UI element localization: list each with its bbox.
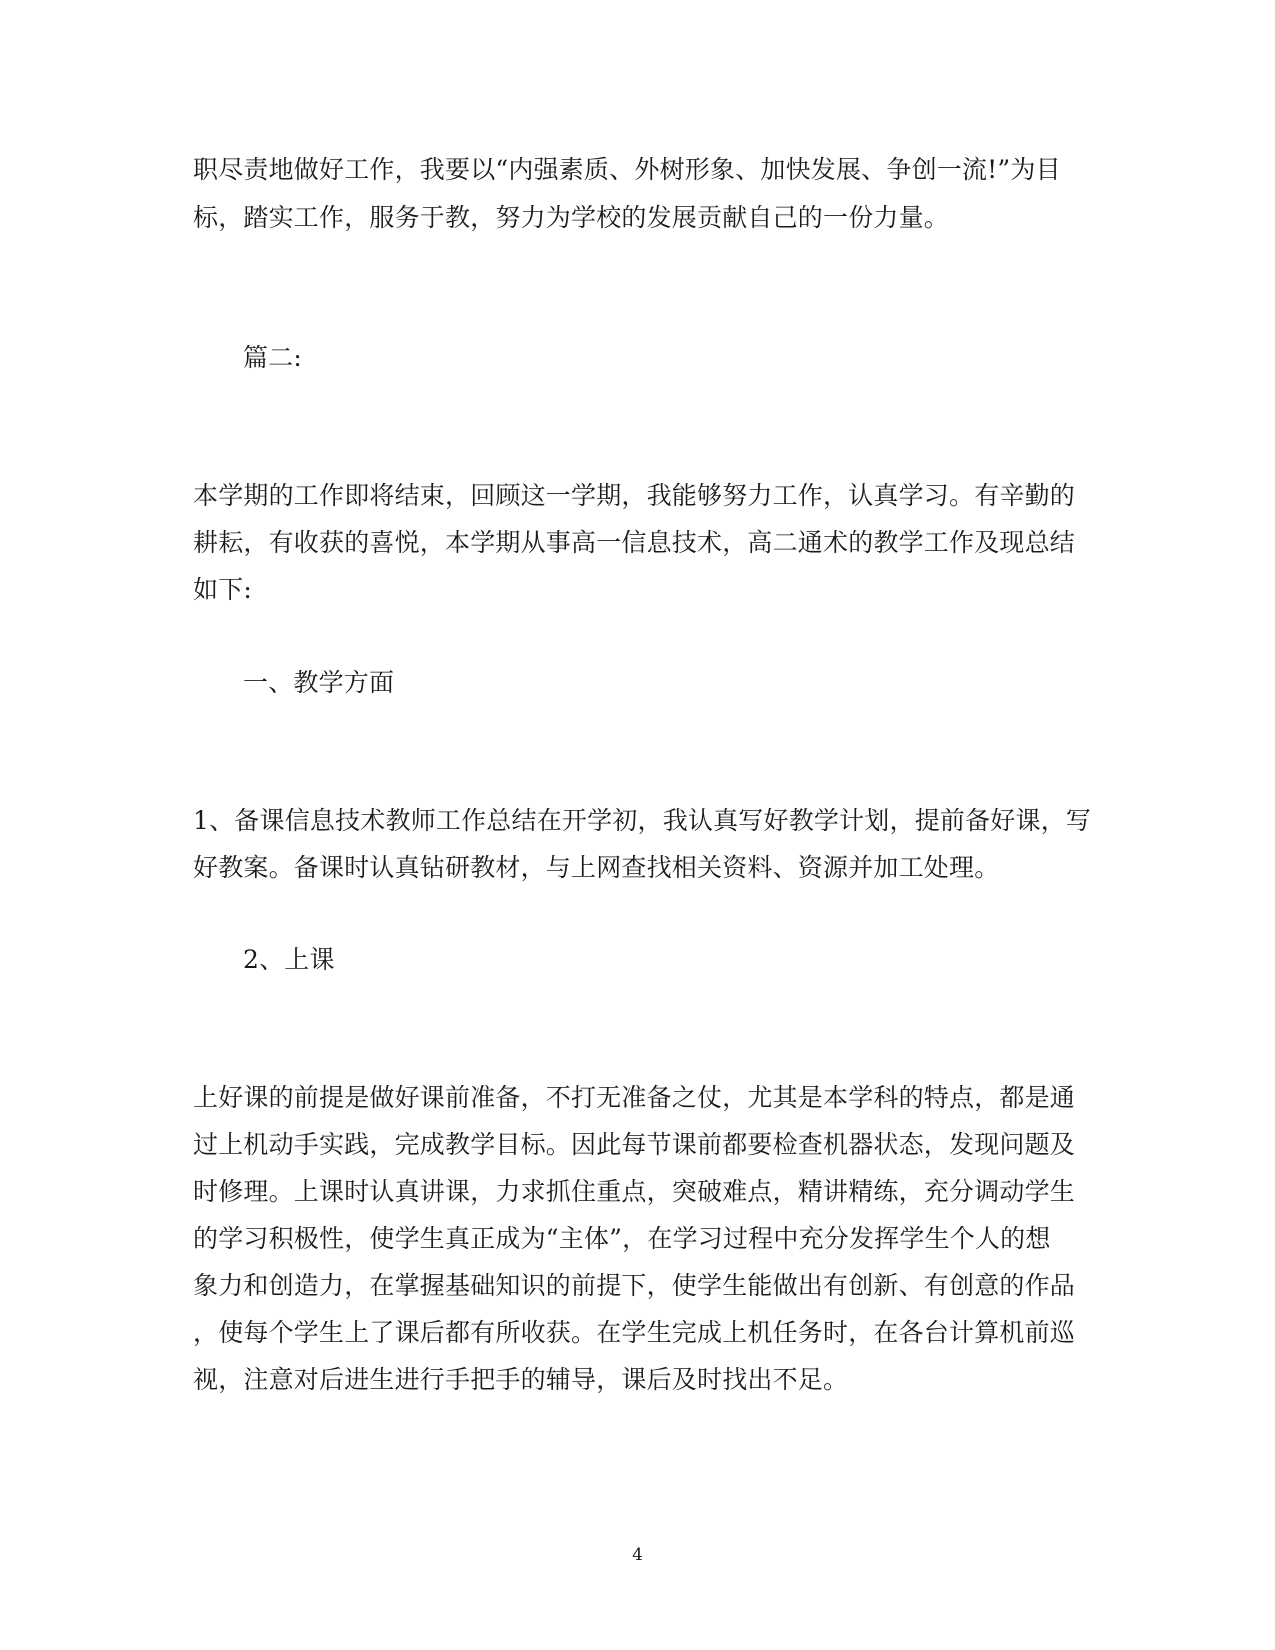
paragraph-4-line-1: 上好课的前提是做好课前准备，不打无准备之仗，尤其是本学科的特点，都是通 [193, 1083, 1076, 1112]
paragraph-3-line-1: 1、备课信息技术教师工作总结在开学初，我认真写好教学计划，提前备好课，写 [193, 806, 1092, 835]
paragraph-4-line-3: 时修理。上课时认真讲课，力求抓住重点，突破难点，精讲精练，充分调动学生 [193, 1177, 1076, 1206]
paragraph-2-line-2: 耕耘，有收获的喜悦，本学期从事高一信息技术，高二通术的教学工作及现总结 [193, 528, 1076, 557]
paragraph-4-line-6: ，使每个学生上了课后都有所收获。在学生完成上机任务时，在各台计算机前巡 [193, 1318, 1076, 1347]
page-number: 4 [632, 1545, 643, 1565]
paragraph-1-line-1: 职尽责地做好工作，我要以“内强素质、外树形象、加快发展、争创一流!”为目 [193, 155, 1061, 184]
paragraph-2-line-1: 本学期的工作即将结束，回顾这一学期，我能够努力工作，认真学习。有辛勤的 [193, 481, 1076, 510]
paragraph-4-line-7: 视，注意对后进生进行手把手的辅导，课后及时找出不足。 [193, 1365, 849, 1394]
paragraph-3-line-2: 好教案。备课时认真钻研教材，与上网查找相关资料、资源并加工处理。 [193, 853, 1000, 882]
paragraph-4-line-4: 的学习积极性，使学生真正成为“主体”，在学习过程中充分发挥学生个人的想 [193, 1224, 1051, 1253]
paragraph-2-line-3: 如下: [193, 575, 253, 604]
paragraph-4-line-2: 过上机动手实践，完成教学目标。因此每节课前都要检查机器状态，发现问题及 [193, 1130, 1076, 1159]
paragraph-4-line-5: 象力和创造力，在掌握基础知识的前提下，使学生能做出有创新、有创意的作品 [193, 1271, 1076, 1300]
section-heading-class: 2、上课 [243, 945, 335, 974]
paragraph-1-line-2: 标，踏实工作，服务于教，努力为学校的发展贡献自己的一份力量。 [193, 203, 950, 232]
section-heading-teaching: 一、教学方面 [243, 668, 395, 697]
section-heading-part-two: 篇二: [243, 343, 303, 372]
